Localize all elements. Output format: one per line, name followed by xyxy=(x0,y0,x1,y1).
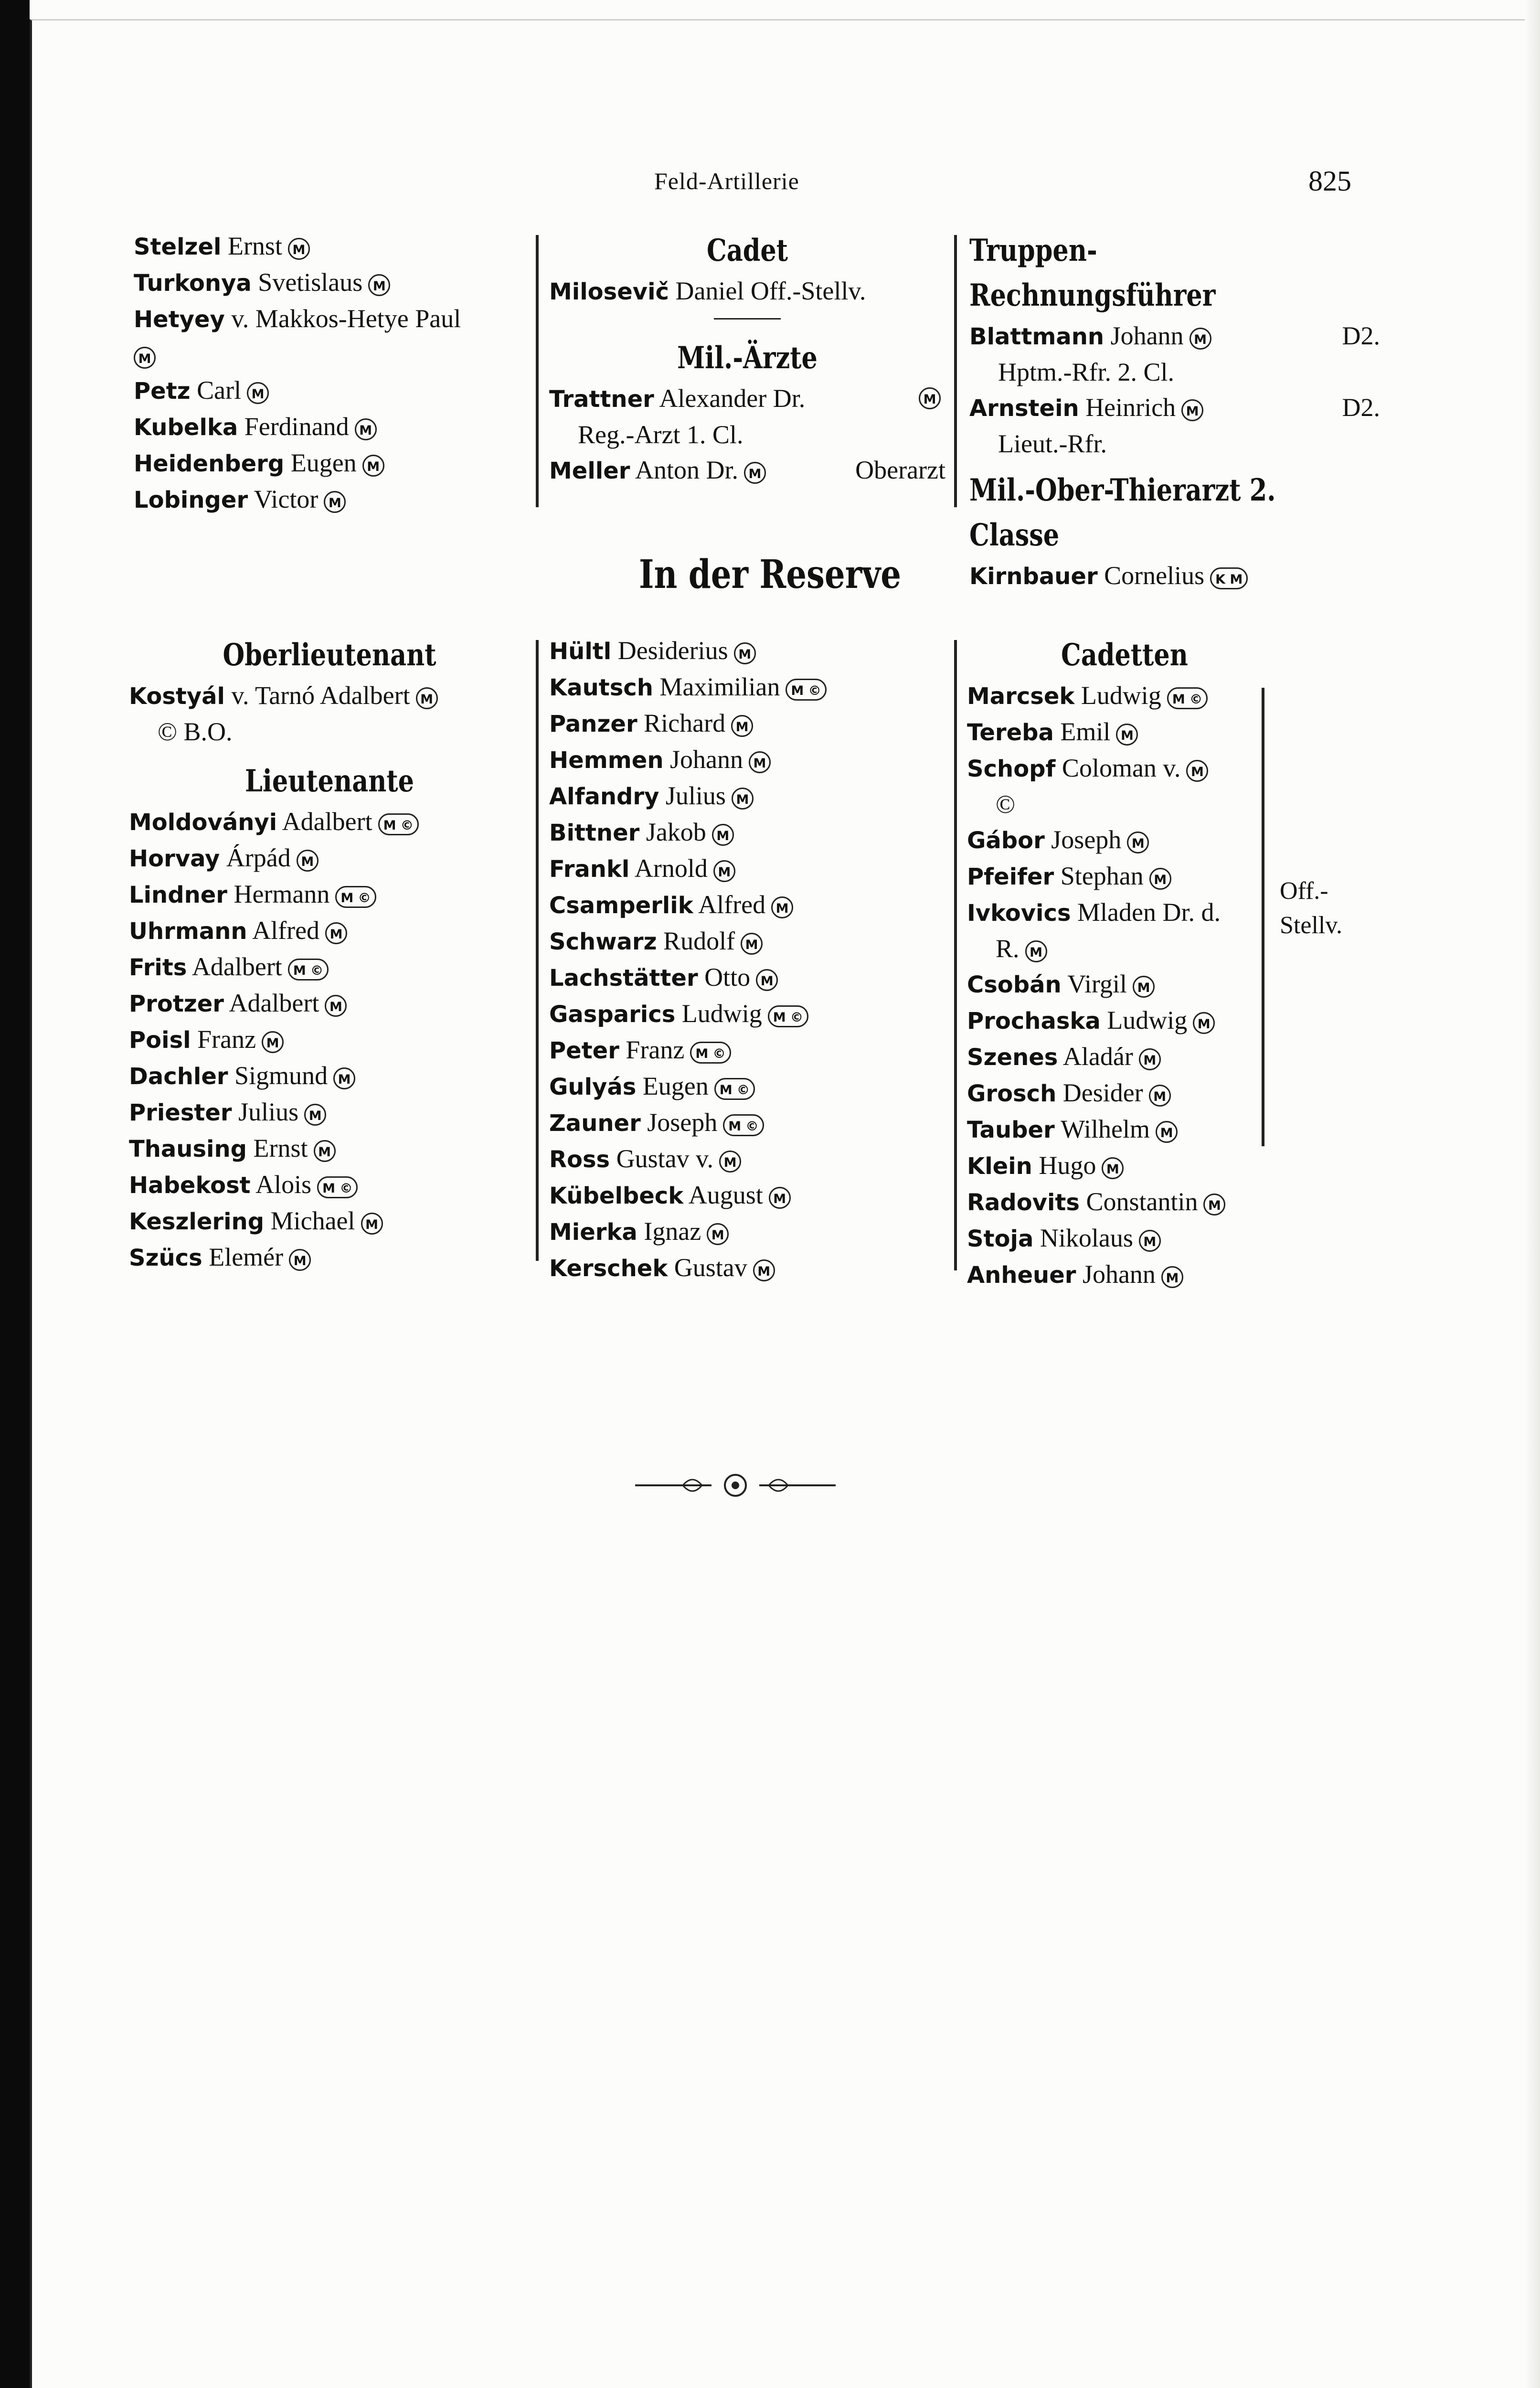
list-item: Keszlering Michael M xyxy=(129,1203,530,1239)
list-item: Alfandry Julius M xyxy=(549,778,945,814)
list-item: Stoja Nikolaus M xyxy=(967,1220,1282,1257)
column-divider xyxy=(954,235,957,507)
list-item: Lindner Hermann M © xyxy=(129,876,530,913)
list-item: Tereba Emil M xyxy=(967,714,1282,750)
column-divider xyxy=(954,640,957,1270)
list-item-continuation: Hptm.-Rfr. 2. Cl. xyxy=(998,358,1175,386)
list-item: Blattmann Johann M D2. xyxy=(969,321,1380,350)
list-item: Grosch Desider M xyxy=(967,1075,1282,1111)
list-item: Stelzel Ernst M xyxy=(134,228,525,265)
section-heading-cadet: Cadet xyxy=(706,233,788,268)
list-item: Hetyey v. Makkos-Hetye Paul M xyxy=(134,301,525,373)
running-title: Feld-Artillerie xyxy=(654,168,799,194)
top-column-1 xyxy=(134,228,525,518)
list-item-continuation: Reg.-Arzt 1. Cl. xyxy=(578,420,743,449)
list-item: Habekost Alois M © xyxy=(129,1167,530,1203)
list-item: Schwarz Rudolf M xyxy=(549,923,945,959)
list-item: Gábor Joseph M xyxy=(967,822,1282,858)
column-divider xyxy=(536,640,539,1261)
list-item: Milosevič Daniel Off.-Stellv. xyxy=(549,277,866,305)
list-item: Kirnbauer Cornelius K M xyxy=(969,558,1380,594)
section-heading-oberlieutenant: Oberlieutenant xyxy=(223,637,436,673)
reserve-title: In der Reserve xyxy=(639,552,901,597)
list-item: Pfeifer Stephan M xyxy=(967,858,1282,895)
list-item: Lachstätter Otto M xyxy=(549,959,945,996)
page-edge-shade xyxy=(1525,0,1540,2388)
list-item: Heidenberg Eugen M xyxy=(134,445,525,481)
list-item: Kübelbeck August M xyxy=(549,1177,945,1214)
page-number: 825 xyxy=(1308,165,1351,197)
list-item: Priester Julius M xyxy=(129,1094,530,1130)
list-item: Panzer Richard M xyxy=(549,705,945,742)
section-heading-cadetten: Cadetten xyxy=(1061,637,1188,673)
list-item: Ivkovics Mladen Dr. d. xyxy=(967,898,1221,927)
list-item: Csamperlik Alfred M xyxy=(549,887,945,923)
list-item: Anheuer Johann M xyxy=(967,1257,1282,1293)
top-column-2 xyxy=(549,228,945,489)
list-item: Peter Franz M © xyxy=(549,1032,945,1068)
list-item: Radovits Constantin M xyxy=(967,1184,1282,1220)
grouping-brace xyxy=(1251,688,1264,1146)
top-column-3 xyxy=(969,228,1380,594)
list-item: Csobán Virgil M xyxy=(967,966,1282,1002)
brace-label: Off.- Stellv. xyxy=(1280,877,1342,939)
reserve-column-2 xyxy=(549,633,945,1286)
column-divider xyxy=(536,235,539,507)
section-heading-mil-aerzte: Mil.-Ärzte xyxy=(677,340,818,376)
section-heading-lieutenante: Lieutenante xyxy=(245,763,414,799)
list-item: Schopf Coloman v. M xyxy=(967,750,1282,787)
list-item-continuation: © xyxy=(996,790,1016,819)
end-ornament-icon xyxy=(635,1471,836,1500)
list-item: Hemmen Johann M xyxy=(549,742,945,778)
list-item: Lobinger Victor M xyxy=(134,481,525,518)
list-item-continuation: Lieut.-Rfr. xyxy=(998,429,1107,458)
list-item: Mierka Ignaz M xyxy=(549,1214,945,1250)
list-item: Moldoványi Adalbert M © xyxy=(129,804,530,840)
list-item: Kostyál v. Tarnó Adalbert M xyxy=(129,678,530,714)
list-item: Frits Adalbert M © xyxy=(129,949,530,985)
list-item: Zauner Joseph M © xyxy=(549,1105,945,1141)
list-item: Petz Carl M xyxy=(134,373,525,409)
list-item: Trattner Alexander Dr. M xyxy=(549,381,945,417)
book-binding-edge xyxy=(0,0,30,2388)
reserve-column-3 xyxy=(967,633,1282,1293)
section-heading-thierarzt: Mil.-Ober-Thierarzt 2. Classe xyxy=(969,472,1276,553)
list-item: Uhrmann Alfred M xyxy=(129,913,530,949)
section-heading-rechnungsfuehrer: Truppen-Rechnungsführer xyxy=(969,233,1216,313)
list-item-continuation: © B.O. xyxy=(158,717,233,746)
list-item: Szenes Aladár M xyxy=(967,1039,1282,1075)
list-item: Marcsek Ludwig M © xyxy=(967,678,1282,714)
list-item: Gasparics Ludwig M © xyxy=(549,996,945,1032)
list-item: Hültl Desiderius M xyxy=(549,633,945,669)
list-item: Meller Anton Dr. M Oberarzt xyxy=(549,456,945,484)
list-item: Poisl Franz M xyxy=(129,1022,530,1058)
short-rule xyxy=(714,318,781,320)
list-item: Kubelka Ferdinand M xyxy=(134,409,525,445)
list-item: Prochaska Ludwig M xyxy=(967,1002,1282,1039)
list-item: Kautsch Maximilian M © xyxy=(549,669,945,705)
list-item: Arnstein Heinrich M D2. xyxy=(969,393,1380,422)
list-item: Thausing Ernst M xyxy=(129,1130,530,1167)
list-item: Szücs Elemér M xyxy=(129,1239,530,1276)
list-item: Kerschek Gustav M xyxy=(549,1250,945,1286)
reserve-column-1 xyxy=(129,633,530,1276)
list-item: Klein Hugo M xyxy=(967,1148,1282,1184)
list-item-continuation: R. M xyxy=(967,931,1282,966)
list-item: Horvay Árpád M xyxy=(129,840,530,876)
list-item: Frankl Arnold M xyxy=(549,851,945,887)
list-item: Gulyás Eugen M © xyxy=(549,1068,945,1105)
list-item: Tauber Wilhelm M xyxy=(967,1111,1282,1148)
list-item: Protzer Adalbert M xyxy=(129,985,530,1022)
list-item: Bittner Jakob M xyxy=(549,814,945,851)
list-item: Dachler Sigmund M xyxy=(129,1058,530,1094)
list-item: Ross Gustav v. M xyxy=(549,1141,945,1177)
list-item: Turkonya Svetislaus M xyxy=(134,265,525,301)
